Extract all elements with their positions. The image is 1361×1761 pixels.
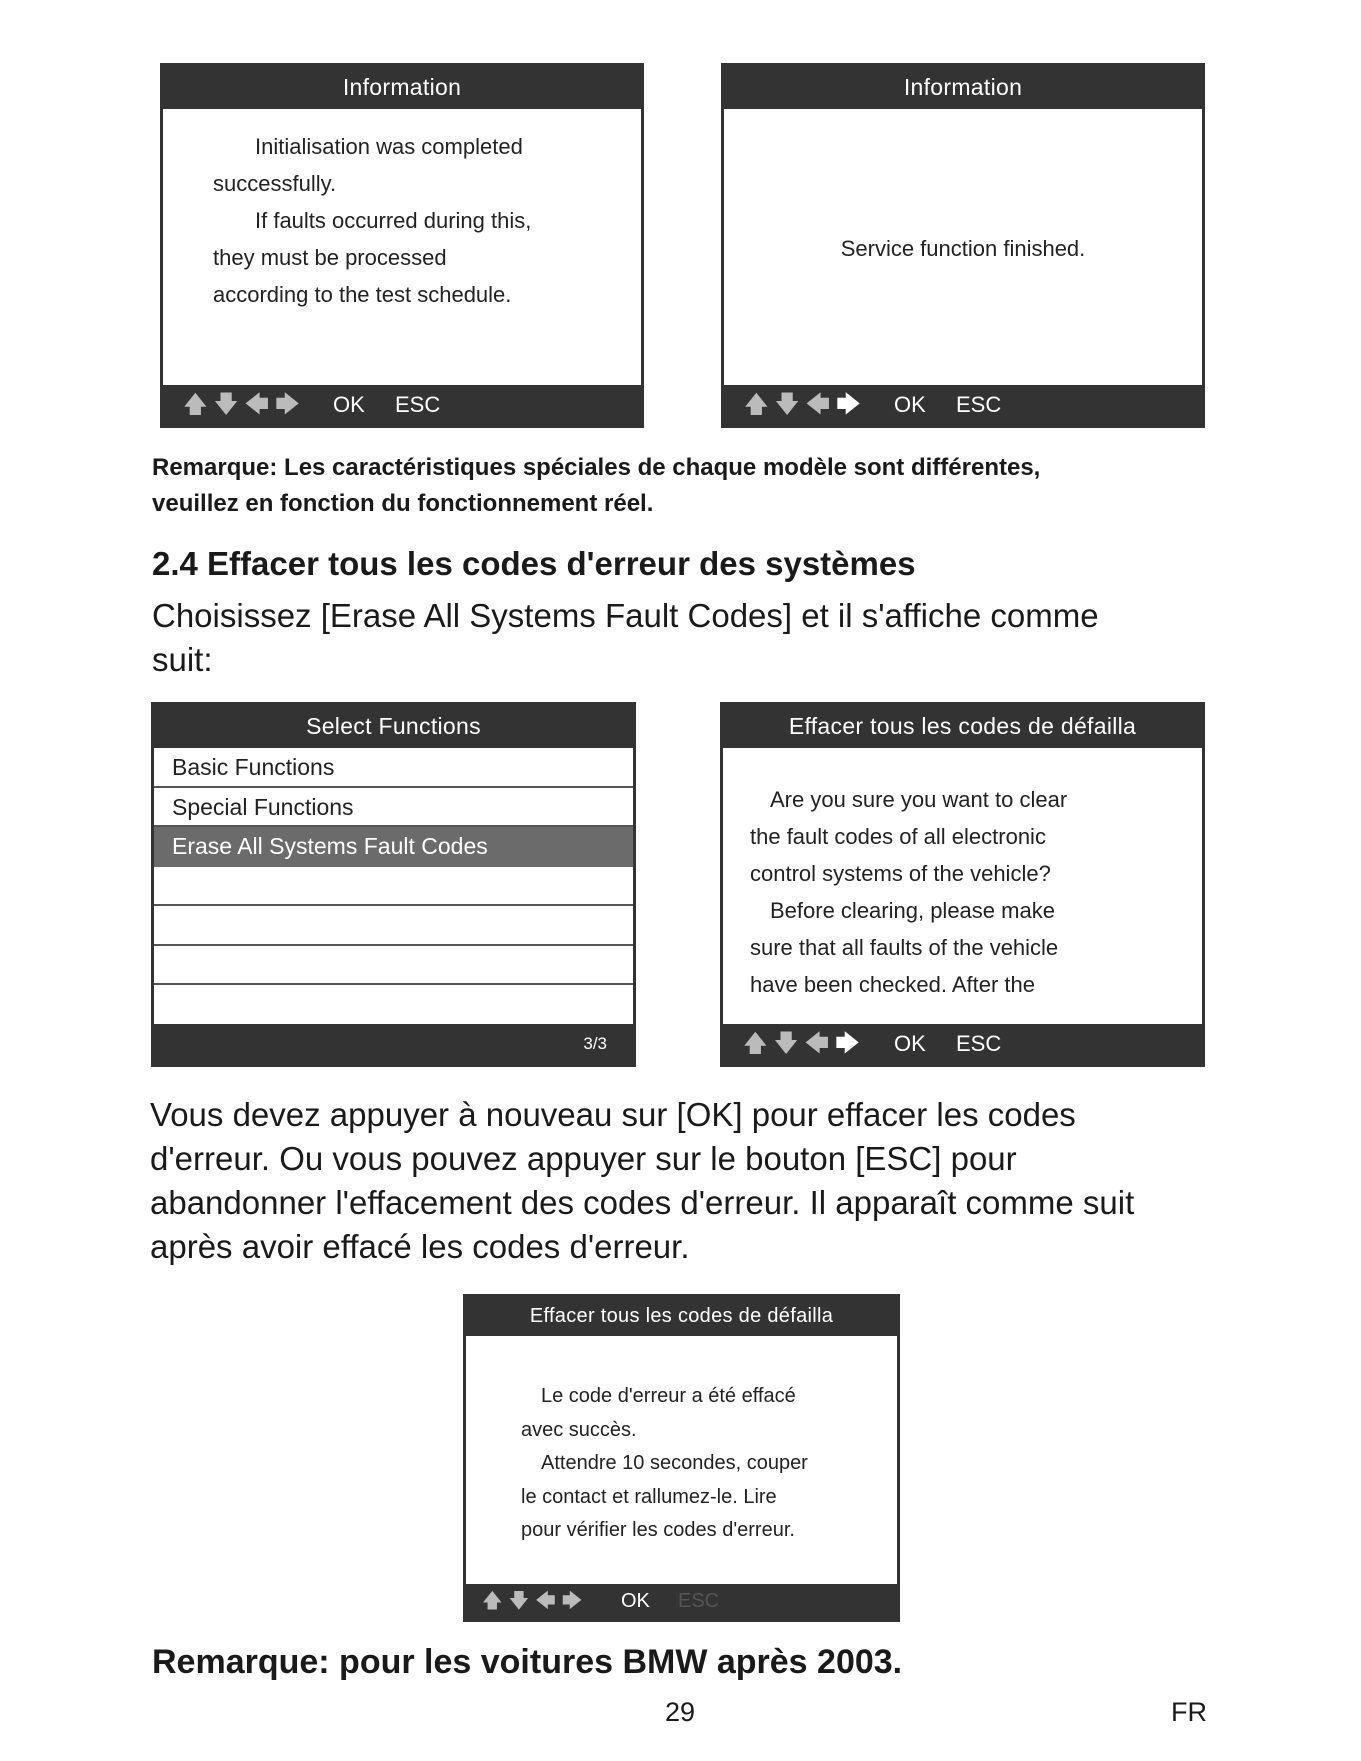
- intro-line: suit:: [152, 641, 213, 678]
- ok-button[interactable]: OK: [894, 1031, 926, 1056]
- screen-erase-success: [463, 1294, 900, 1622]
- message-line: successfully.: [213, 171, 337, 196]
- arrow-right-icon[interactable]: 🡆: [275, 391, 300, 418]
- arrow-down-icon[interactable]: 🡇: [508, 1590, 530, 1612]
- arrow-up-icon[interactable]: 🡅: [183, 391, 208, 418]
- arrow-left-icon[interactable]: 🡄: [804, 1030, 830, 1057]
- arrow-up-icon[interactable]: 🡅: [744, 391, 769, 418]
- message-line: le contact et rallumez-le. Lire: [521, 1485, 777, 1508]
- page-indicator: 3/3: [583, 1034, 607, 1053]
- arrow-right-icon[interactable]: 🡆: [835, 1030, 860, 1057]
- message-line: according to the test schedule.: [213, 282, 512, 307]
- esc-button[interactable]: ESC: [956, 1031, 1002, 1056]
- screen-information-finished: [721, 63, 1205, 428]
- note-line: Remarque: Les caractéristiques spéciales de chaque modèle sont différentes,: [152, 454, 1041, 481]
- screen-body: [724, 230, 1202, 267]
- arrow-right-icon[interactable]: 🡆: [561, 1590, 583, 1612]
- message-line: Initialisation was completed: [255, 134, 523, 159]
- function-list: [154, 748, 633, 1025]
- screen-title: Effacer tous les codes de défailla: [723, 705, 1202, 748]
- esc-button[interactable]: ESC: [678, 1590, 720, 1612]
- arrow-left-icon[interactable]: 🡄: [805, 391, 831, 418]
- screen-body: [213, 128, 621, 313]
- message-line: If faults occurred during this,: [255, 208, 532, 233]
- note-model-differences: [152, 450, 1252, 522]
- message-line: pour vérifier les codes d'erreur.: [521, 1519, 795, 1541]
- ok-button[interactable]: OK: [333, 392, 365, 417]
- message-line: Le code d'erreur a été effacé: [541, 1385, 796, 1407]
- arrow-down-icon[interactable]: 🡇: [213, 391, 239, 418]
- instruction-paragraph: [150, 1093, 1310, 1269]
- arrow-down-icon[interactable]: 🡇: [774, 391, 800, 418]
- ok-button[interactable]: OK: [621, 1590, 650, 1612]
- screen-footer: [163, 385, 641, 425]
- message-line: they must be processed: [213, 245, 447, 270]
- screen-erase-confirm: [720, 702, 1205, 1067]
- arrow-up-icon[interactable]: 🡅: [482, 1590, 503, 1612]
- screen-title: Select Functions: [154, 705, 633, 748]
- paragraph-line: d'erreur. Ou vous pouvez appuyer sur le bouton [ESC] pour: [150, 1140, 1017, 1177]
- message-line: sure that all faults of the vehicle: [750, 935, 1059, 960]
- list-item-erase-all-fault-codes[interactable]: Erase All Systems Fault Codes: [154, 827, 633, 867]
- list-item-special-functions[interactable]: Special Functions: [154, 788, 633, 828]
- message-line: the fault codes of all electronic: [750, 824, 1046, 849]
- message-line: Before clearing, please make: [770, 898, 1055, 923]
- arrow-left-icon[interactable]: 🡄: [535, 1590, 556, 1612]
- list-item-empty: [154, 867, 633, 907]
- message-line: Attendre 10 secondes, couper: [541, 1452, 808, 1474]
- intro-line: Choisissez [Erase All Systems Fault Codes] et il s'affiche comme: [152, 597, 1099, 634]
- esc-button[interactable]: ESC: [956, 392, 1002, 417]
- note-bmw: Remarque: pour les voitures BMW après 2003.: [152, 1643, 903, 1681]
- arrow-down-icon[interactable]: 🡇: [773, 1030, 799, 1057]
- screen-footer: [154, 1024, 633, 1064]
- screen-footer: [723, 1024, 1202, 1064]
- note-line: veuillez en fonction du fonctionnement réel.: [152, 490, 654, 517]
- screen-select-functions: [151, 702, 636, 1067]
- message-line: control systems of the vehicle?: [750, 861, 1051, 886]
- paragraph-line: abandonner l'effacement des codes d'erreur. Il apparaît comme suit: [150, 1184, 1135, 1221]
- list-item-empty: [154, 946, 633, 986]
- message-line: avec succès.: [521, 1418, 637, 1441]
- list-item-empty: [154, 985, 633, 1025]
- screen-footer: [466, 1584, 897, 1619]
- esc-button[interactable]: ESC: [395, 392, 441, 417]
- screen-footer: [724, 385, 1202, 425]
- screen-information-init: [160, 63, 644, 428]
- arrow-up-icon[interactable]: 🡅: [743, 1030, 768, 1057]
- page-number: 29: [665, 1697, 696, 1727]
- message-line: Are you sure you want to clear: [770, 787, 1068, 812]
- ok-button[interactable]: OK: [894, 392, 926, 417]
- section-heading: 2.4 Effacer tous les codes d'erreur des systèmes: [152, 545, 916, 582]
- list-item-basic-functions[interactable]: Basic Functions: [154, 748, 633, 788]
- screen-body: [521, 1380, 887, 1548]
- arrow-right-icon[interactable]: 🡆: [836, 391, 861, 418]
- screen-title: Information: [724, 66, 1202, 109]
- arrow-left-icon[interactable]: 🡄: [244, 391, 270, 418]
- message-text: Service function finished.: [840, 236, 1086, 261]
- paragraph-line: Vous devez appuyer à nouveau sur [OK] pour effacer les codes: [150, 1096, 1076, 1133]
- language-tag: FR: [1171, 1697, 1207, 1727]
- section-intro: [152, 594, 1252, 682]
- message-line: have been checked. After the: [750, 972, 1035, 997]
- list-item-empty: [154, 906, 633, 946]
- screen-title: Information: [163, 66, 641, 109]
- paragraph-line: après avoir effacé les codes d'erreur.: [150, 1228, 690, 1265]
- screen-title: Effacer tous les codes de défailla: [466, 1297, 897, 1336]
- screen-body: [750, 781, 1192, 1003]
